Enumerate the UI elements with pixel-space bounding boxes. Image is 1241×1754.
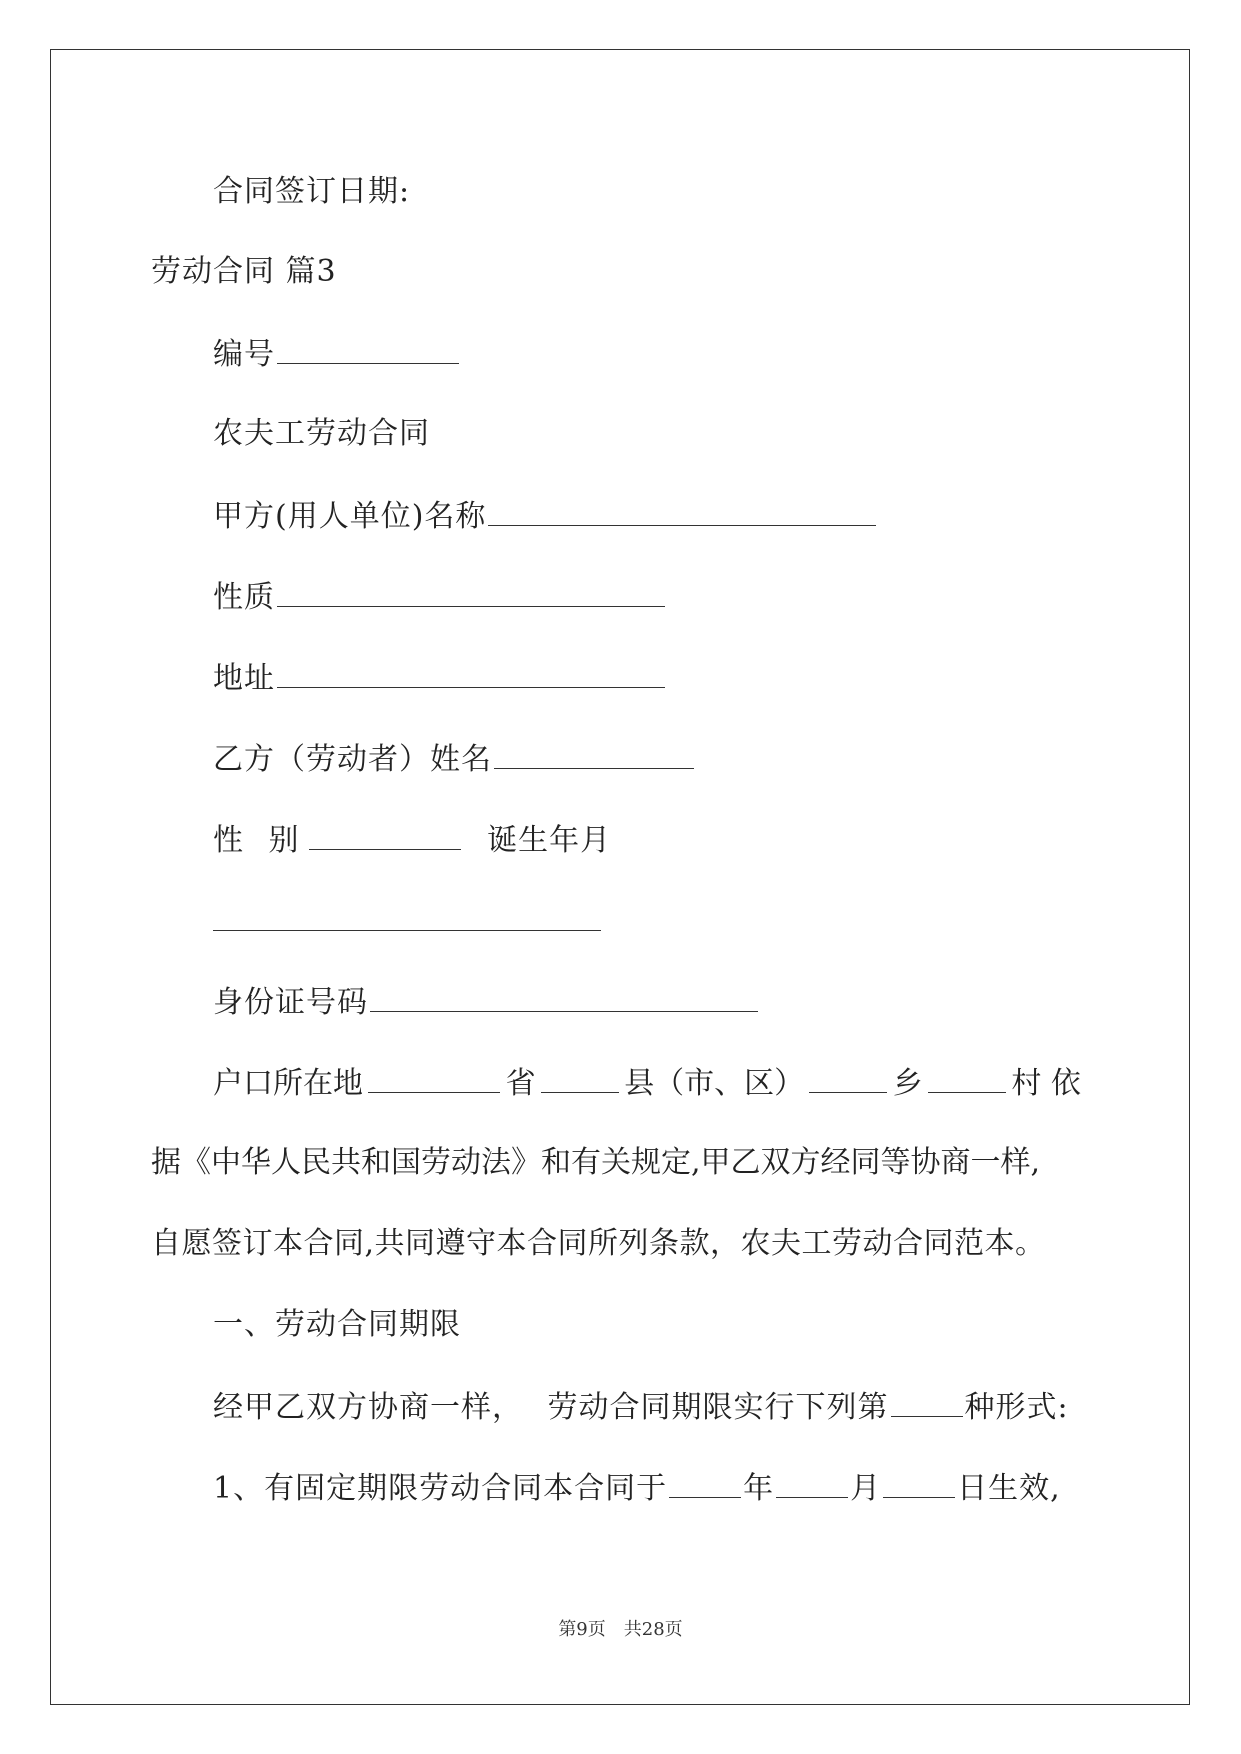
party-a-name-field: 甲方(用人单位)名称 <box>213 495 878 537</box>
nature-field: 性质 <box>213 576 667 618</box>
birth-blank-line <box>213 900 601 942</box>
contract-title: 农夫工劳动合同 <box>213 416 430 451</box>
item-1-text: 1、有固定期限劳动合同本合同于 年 月 日生效, <box>213 1467 1061 1509</box>
page-footer: 第9页 共28页 <box>558 1619 683 1640</box>
address-field: 地址 <box>213 657 667 699</box>
party-b-name-field: 乙方（劳动者）姓名 <box>213 738 696 780</box>
hukou-field: 户口所在地 省 县（市、区） 乡 村 依 <box>213 1062 1081 1104</box>
clause-1-text: 经甲乙双方协商一样， 劳动合同期限实行下列第 种形式: <box>213 1386 1069 1428</box>
clause-1-title: 一、劳动合同期限 <box>213 1307 461 1342</box>
sign-date-label: 合同签订日期: <box>213 174 411 209</box>
page-border <box>50 49 1190 1705</box>
number-field: 编号 <box>213 333 461 375</box>
paragraph-line-3: 自愿签订本合同,共同遵守本合同所列条款，农夫工劳动合同范本。 <box>151 1226 1046 1261</box>
id-number-field: 身份证号码 <box>213 981 760 1023</box>
paragraph-line-2: 据《中华人民共和国劳动法》和有关规定,甲乙双方经同等协商一样, <box>151 1145 1041 1180</box>
section-title: 劳动合同 篇3 <box>151 254 337 289</box>
gender-birth-field: 性 别 诞生年月 <box>213 819 611 861</box>
